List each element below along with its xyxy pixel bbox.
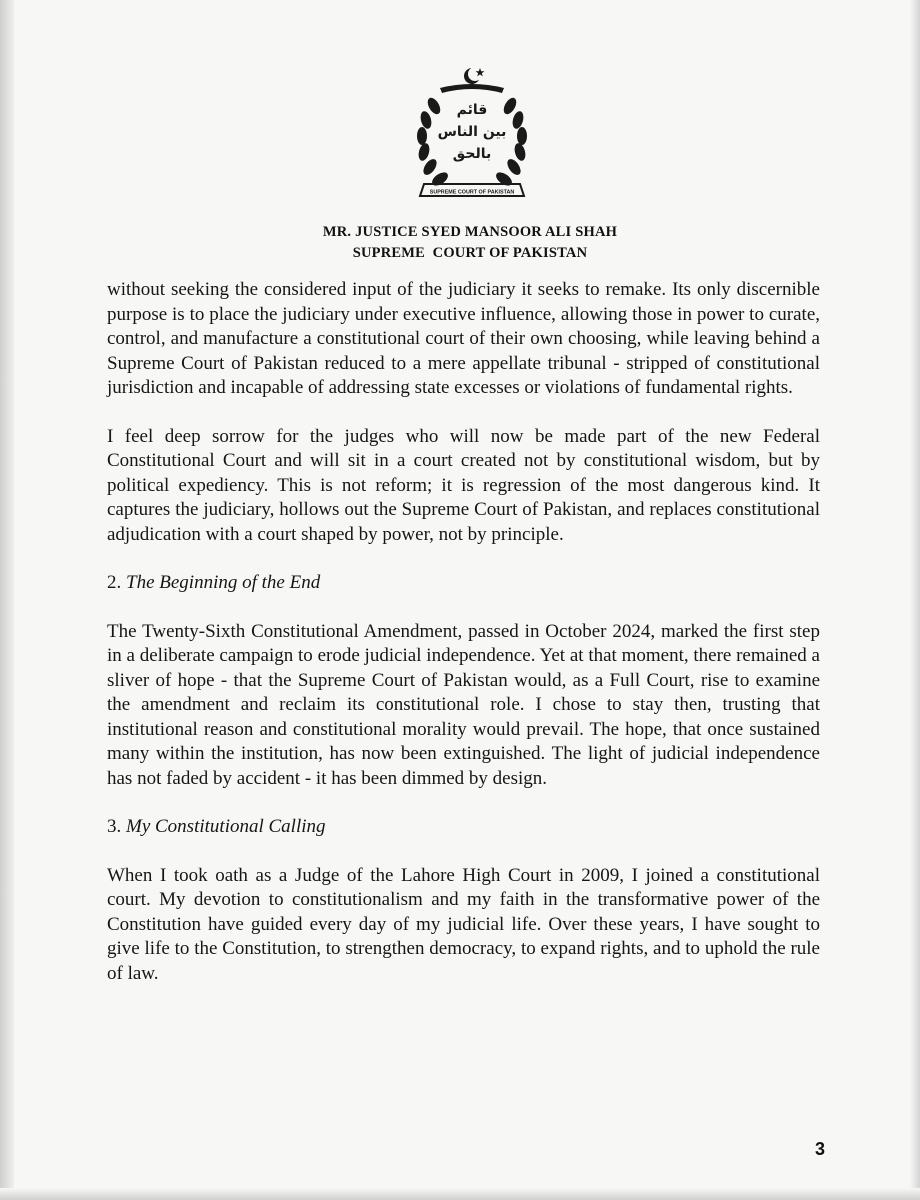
emblem-urdu-line-2: بین الناس [437, 124, 507, 140]
section-title: The Beginning of the End [126, 572, 321, 593]
emblem-urdu-line-3: بالحق [452, 146, 492, 162]
page-edge-right [910, 0, 920, 1200]
justice-name: MR. JUSTICE SYED MANSOOR ALI SHAH [322, 224, 618, 240]
section-title: My Constitutional Calling [126, 816, 326, 837]
paragraph-4: When I took oath as a Judge of the Lahore High Court in 2009, I joined a constitutional court. My devotion to constitutionalism and my faith in the transformative power of the Constitution have guided every day of my judicial life. Over these years, I have sought to give life to the Constitution, to strengthen democracy, to expand rights, and to uphold the rule of law. [107, 864, 820, 984]
emblem-urdu-line-1: قائم [456, 102, 488, 118]
section-heading-2 [107, 571, 820, 596]
paragraph-1: without seeking the considered input of the judiciary it seeks to remake. Its only discernible purpose is to place the judiciary under executive influence, allowing those in power to curate, control, and manufacture a constitutional court of their own choosing, while leaving behind a Supreme Court of Pakistan reduced to a mere appellate tribunal - stripped of constitutional jurisdiction and incapable of addressing state excesses or violations of fundamental rights. [107, 279, 820, 398]
supreme-court-emblem [402, 62, 542, 212]
court-name: SUPREME COURT OF PAKISTAN [352, 245, 588, 261]
page-edge-bottom [0, 1188, 920, 1200]
page-number: 3 [814, 1139, 825, 1159]
emblem-ribbon-text: SUPREME COURT OF PAKISTAN [429, 189, 515, 196]
section-heading-3 [107, 815, 820, 840]
emblem-icon [402, 62, 542, 212]
paragraph-3: The Twenty-Sixth Constitutional Amendment, passed in October 2024, marked the first step in a deliberate campaign to erode judicial independence. Yet at that moment, there remained a sliver of hope - that the Supreme Court of Pakistan would, as a Full Court, rise to examine the amendment and reclaim its constitutional role. I chose to stay then, trusting that institutional reason and constitutional morality would prevail. The hope, that once sustained many within the institution, has now been extinguished. The light of judicial independence has not faded by accident - it has been dimmed by design. [107, 620, 820, 789]
page-edge-left [0, 0, 14, 1200]
document-body [107, 278, 820, 1010]
letterhead [0, 222, 920, 264]
section-number: 3. [107, 816, 122, 837]
section-number: 2. [107, 572, 122, 593]
paragraph-2: I feel deep sorrow for the judges who will now be made part of the new Federal Constitutional Court and will sit in a court created not by constitutional wisdom, but by political expediency. This is not reform; it is regression of the most dangerous kind. It captures the judiciary, hollows out the Supreme Court of Pakistan, and replaces constitutional adjudication with a court shaped by power, not by principle. [107, 425, 820, 545]
